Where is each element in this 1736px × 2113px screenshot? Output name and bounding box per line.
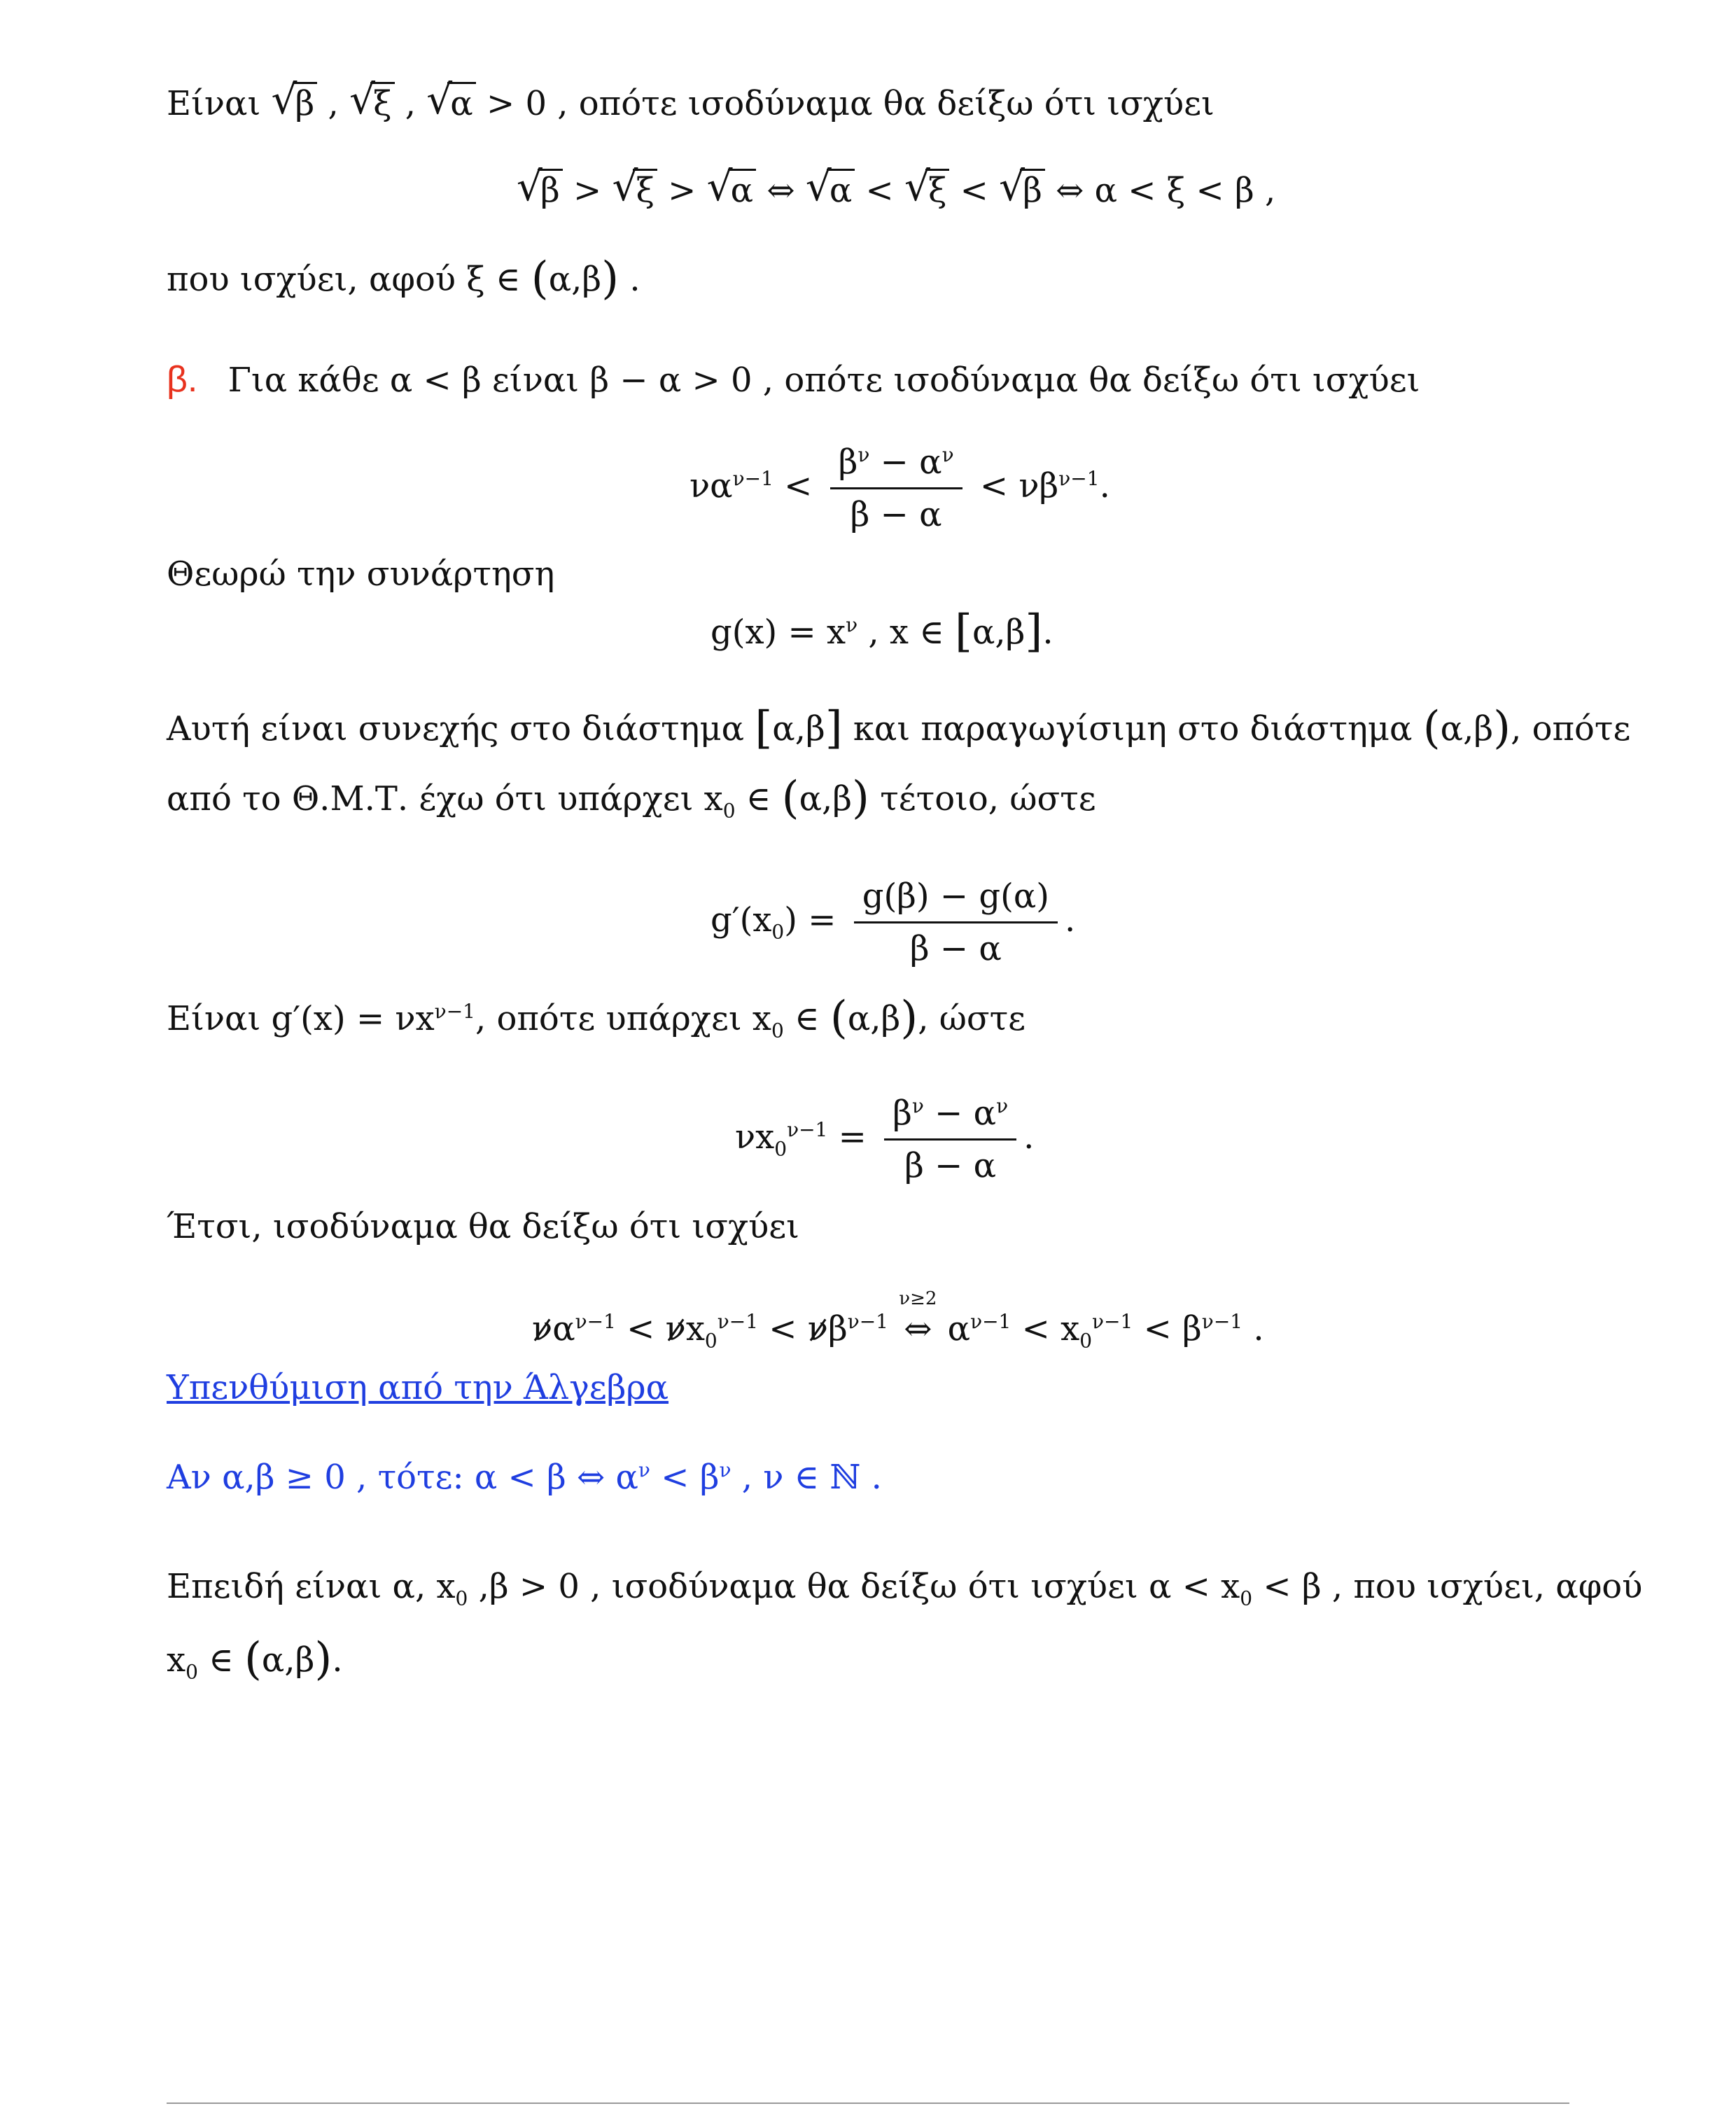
line-thus: Έτσι, ισοδύναμα θα δείξω ότι ισχύει	[167, 1207, 799, 1246]
line-1: Είναι √ β , √ ξ , √ α > 0 , οπότε ισοδύναμα θα δείξω ότι ισχύει	[167, 83, 1214, 125]
sqrt-beta-2: √ β	[517, 169, 563, 211]
eq2-den: β − α	[904, 1146, 997, 1185]
sqrt-alpha: √ α	[426, 83, 475, 125]
mvt-fraction	[854, 875, 1058, 970]
line-mvt: από το Θ.Μ.Τ. έχω ότι υπάρχει $x_0$ ∈ (α,β) τέτοιο, ώστε	[167, 772, 1096, 824]
ineq1-fraction: $\frac{\beta^\nu - \alpha^\nu}{\beta - \alpha}$	[830, 441, 962, 536]
sqrt-alpha-2: √ α	[707, 169, 756, 211]
eq2-fraction: $\frac{\beta^\nu - \alpha^\nu}{\beta - \alpha}$	[884, 1092, 1016, 1187]
mvt-left: $g'(x_0)$ =	[710, 900, 836, 944]
ineq1-right: < $\nu\beta^{\nu-1}$.	[979, 466, 1110, 505]
mvt-den: β − α	[909, 929, 1002, 968]
function-definition: $g(x) = x^\nu$ , x ∈ [α,β].	[710, 606, 1054, 657]
eq2-left: $\nu x_0^{\nu-1}$ =	[735, 1117, 867, 1161]
section-b-text: Για κάθε α < β είναι β − α > 0 , οπότε ισοδύναμα θα δείξω ότι ισχύει	[227, 361, 1420, 400]
mvt-equation: $g'(x_0)$ = $\frac{g(\beta) - g(\alpha)}{\beta - \alpha}$ .	[710, 877, 1076, 968]
section-label-b: β.	[167, 359, 198, 400]
line-derivative: Είναι $g'(x) = \nu x^{\nu-1}$, οπότε υπάρχει $x_0$ ∈ (α,β), ώστε	[167, 992, 1026, 1044]
equation-2: $\nu x_0^{\nu-1}$ = $\frac{\beta^\nu - \alpha^\nu}{\beta - \alpha}$ .	[735, 1094, 1035, 1185]
mvt-num: g(β) − g(α)	[854, 875, 1058, 923]
inequality-1	[690, 441, 1110, 536]
text-eivai: Είναι	[167, 84, 272, 123]
sqrt-beta-3: √ β	[999, 169, 1045, 211]
equivalence-chain-1: √ β > √ ξ > √ α ⇔ √ α < √ ξ < √ β ⇔ α < ξ < β ,	[517, 169, 1275, 211]
ineq1-left: $\nu\alpha^{\nu-1}$ <	[690, 466, 813, 505]
iff-condition: ν≥2	[899, 1288, 937, 1309]
sqrt-xi-2: √ ξ	[612, 169, 657, 211]
reminder-title: Υπενθύμιση από την Άλγεβρα	[167, 1368, 669, 1407]
ineq1-den: β − α	[850, 495, 942, 534]
line-1-rest: > 0 , οπότε ισοδύναμα θα δείξω ότι ισχύει	[486, 84, 1214, 123]
equivalence-chain-2: $\nu\alpha^{\nu-1} < \nu x_0^{\nu-1} < \nu\beta^{\nu-1}$ ν≥2 ⇔ $\alpha^{\nu-1} < x_0^{\nu-1} < \beta^{\nu-1}$ .	[532, 1288, 1264, 1353]
iff-with-condition: ν≥2 ⇔	[899, 1288, 937, 1348]
footer-rule	[167, 2102, 1569, 2104]
sqrt-alpha-3: √ α	[806, 169, 855, 211]
line-since: Επειδή είναι α, $x_0$ ,β > 0 , ισοδύναμα θα δείξω ότι ισχύει $\alpha < x_0 < \beta$ , που ισχύει, αφού	[167, 1567, 1643, 1610]
reminder-text: Αν α,β ≥ 0 , τότε: α < β ⇔ $\alpha^\nu < \beta^\nu$ , ν ∈ ℕ .	[167, 1458, 882, 1497]
sqrt-beta: √ β	[272, 83, 318, 125]
section-b	[167, 358, 1420, 401]
line-3: που ισχύει, αφού ξ ∈ (α,β) .	[167, 253, 640, 305]
line-continuity: Αυτή είναι συνεχής στο διάστημα [α,β] και παραγωγίσιμη στο διάστημα (α,β), οπότε	[167, 702, 1631, 754]
line-consider: Θεωρώ την συνάρτηση	[167, 555, 555, 594]
sqrt-xi-3: √ ξ	[904, 169, 949, 211]
line-final: $x_0$ ∈ (α,β).	[167, 1633, 343, 1685]
sqrt-xi: √ ξ	[349, 83, 394, 125]
